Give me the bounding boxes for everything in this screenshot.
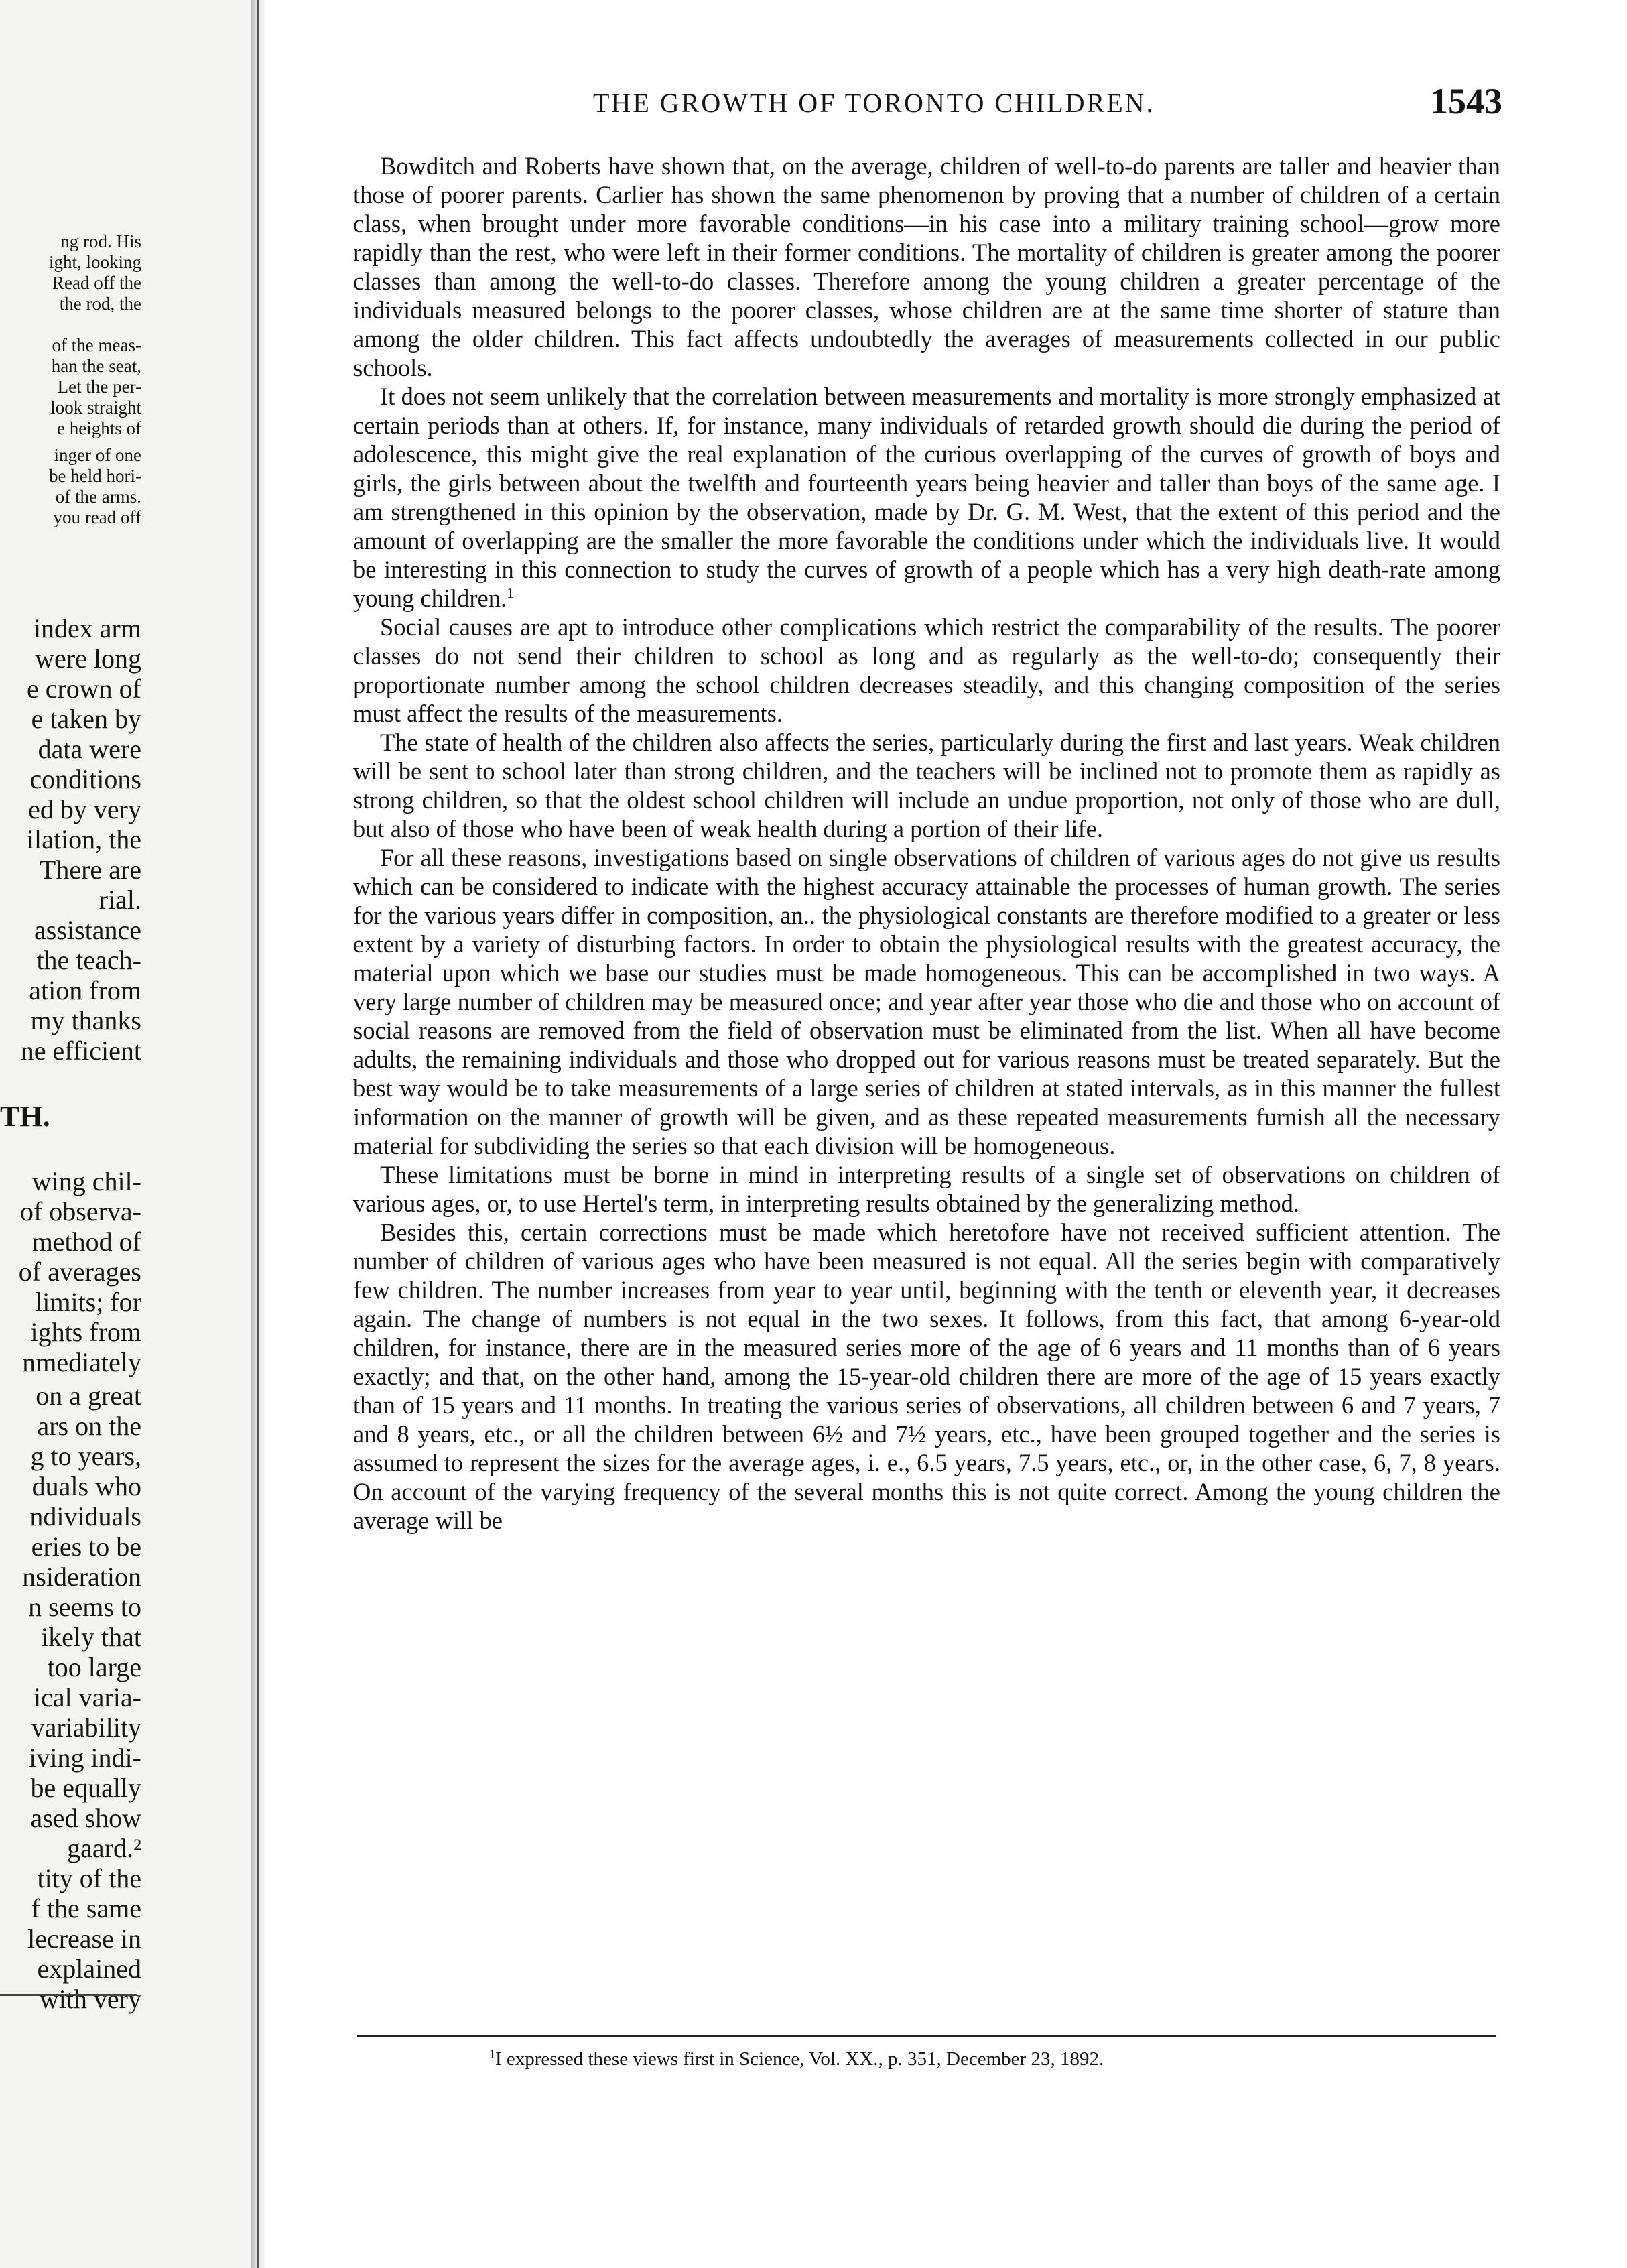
left-fragment-line: of averages bbox=[18, 1257, 141, 1287]
left-fragment-line: variability bbox=[31, 1712, 141, 1743]
left-fragment-line: be equally bbox=[30, 1773, 141, 1803]
left-fragment-line: too large bbox=[47, 1652, 141, 1682]
left-fragment-line: lecrease in bbox=[27, 1924, 141, 1954]
left-fragment-line: e crown of bbox=[26, 674, 141, 704]
left-footnote-rule bbox=[0, 1994, 137, 1996]
article-body bbox=[353, 151, 1500, 1535]
left-fragment-line: explained bbox=[37, 1954, 141, 1984]
left-fragment-line: of the meas- bbox=[52, 335, 141, 355]
left-fragment-line: ical varia- bbox=[34, 1682, 141, 1712]
left-fragment-line: gaard.² bbox=[67, 1833, 141, 1863]
left-fragment-line: ight, looking bbox=[48, 252, 141, 272]
gutter-edge bbox=[257, 0, 259, 2268]
left-fragment-line: ars on the bbox=[37, 1411, 141, 1441]
left-fragment-line: nmediately bbox=[22, 1347, 141, 1377]
left-fragment-line: ights from bbox=[30, 1317, 141, 1347]
left-fragment-line: iving indi- bbox=[29, 1743, 141, 1773]
left-fragment-line: There are bbox=[39, 855, 141, 885]
left-fragment-line: e heights of bbox=[57, 418, 141, 438]
left-fragment-group-2 bbox=[50, 335, 141, 439]
footnote-rule bbox=[357, 2035, 1496, 2037]
left-section-heading: TH. bbox=[0, 1100, 50, 1133]
left-fragment-line: e taken by bbox=[31, 704, 141, 734]
footnote-text: I expressed these views first in Science, Vol. XX., p. 351, December 23, 1892. bbox=[495, 2048, 1104, 2070]
left-fragment-line: nsideration bbox=[22, 1562, 141, 1592]
left-fragment-line: index arm bbox=[33, 613, 141, 643]
left-fragment-line: wing chil- bbox=[31, 1166, 141, 1196]
left-fragment-line: the rod, the bbox=[59, 294, 141, 314]
left-fragment-line: han the seat, bbox=[51, 356, 141, 376]
left-fragment-line: ation from bbox=[29, 975, 141, 1005]
left-fragment-line: tity of the bbox=[37, 1863, 141, 1893]
left-fragment-line: inger of one bbox=[54, 445, 141, 465]
left-fragment-line: ilation, the bbox=[26, 824, 141, 855]
left-fragment-line: with very bbox=[39, 1984, 141, 2014]
left-fragment-line: data were bbox=[38, 734, 141, 764]
page-header bbox=[355, 80, 1502, 127]
paragraph: Social causes are apt to introduce other complications which restrict the comparability of the results. The poorer classes do not send their children to school as long and as regularly as the well-to-do; consequently their proportionate number among the school children decreases steadily, and this changing composition of the series must affect the results of the measurements. bbox=[353, 613, 1500, 727]
page-number: 1543 bbox=[1430, 81, 1502, 121]
left-fragment-line: g to years, bbox=[30, 1441, 141, 1471]
left-fragment-group-5 bbox=[19, 1166, 141, 1377]
paragraph: Bowditch and Roberts have shown that, on the average, children of well-to-do parents are taller and heavier than those of poorer parents. Carlier has shown the same phenomenon by proving that a number of children of a certain class, when brought under more favorable conditions—in his case into a military training school—grow more rapidly than the rest, who were left in their former conditions. The mortality of children is greater among the poorer classes than among the well-to-do classes. Therefore among the young children a greater percentage of the individuals measured belongs to the poorer classes, whose children are at the same time shorter of stature than among the older children. This fact affects undoubtedly the averages of measurements collected in our public schools. bbox=[353, 152, 1500, 381]
left-fragment-line: look straight bbox=[50, 397, 141, 418]
left-fragment-group-3 bbox=[49, 445, 141, 528]
left-fragment-line: be held hori- bbox=[49, 466, 141, 486]
paragraph-text: It does not seem unlikely that the correlation between measurements and mortality is more strongly emphasized at certain periods than at others. If, for instance, many individuals of retarded growth should die during the period of adolescence, this might give the real explanation of the curious overlapping of the curves of growth of boys and girls, the girls between about the twelfth and fourteenth years being heavier and taller than boys of the same age. I am strengthened in this opinion by the observation, made by Dr. G. M. West, that the extent of this period and the amount of overlapping are the smaller the more favorable the conditions under which the individuals live. It would be interesting in this connection to study the curves of growth of a people which has a very high death-rate among young children. bbox=[353, 383, 1500, 612]
left-fragment-line: were long bbox=[35, 643, 141, 674]
left-fragment-line: limits; for bbox=[35, 1287, 141, 1317]
left-fragment-line: f the same bbox=[31, 1893, 141, 1924]
left-fragment-line: eries to be bbox=[31, 1531, 141, 1562]
left-fragment-line: ndividuals bbox=[29, 1501, 141, 1531]
left-fragment-line: on a great bbox=[36, 1381, 141, 1411]
left-fragment-group-4 bbox=[21, 613, 141, 1066]
left-fragment-line: ng rod. His bbox=[60, 231, 141, 251]
left-fragment-line: ed by very bbox=[28, 794, 141, 824]
left-fragment-line: my thanks bbox=[30, 1005, 141, 1035]
left-fragment-line: ased show bbox=[30, 1803, 141, 1833]
footnote bbox=[0, 2048, 1627, 2070]
paragraph bbox=[353, 382, 1500, 613]
left-fragment-line: of observa- bbox=[19, 1196, 141, 1226]
paragraph: For all these reasons, investigations based on single observations of children of various ages do not give us results which can be considered to indicate with the highest accuracy attainable the processes of human growth. The series for the various years differ in composition, an.. the physiological constants are therefore modified to a greater or less extent by a variety of disturbing factors. In order to obtain the physiological results with the greatest accuracy, the material upon which we base our studies must be made homogeneous. This can be accomplished in two ways. A very large number of children may be measured once; and year after year those who die and those who on account of social reasons are removed from the field of observation must be eliminated from the list. When all have become adults, the remaining individuals and those who dropped out for various reasons must be treated separately. But the best way would be to take measurements of a large series of children at stated intervals, as in this manner the fullest information on the manner of growth will be given, and as these repeated measurements furnish all the necessary material for subdividing the series so that each division will be homogeneous. bbox=[353, 844, 1500, 1159]
left-fragment-line: conditions bbox=[29, 764, 141, 794]
left-fragment-line: ikely that bbox=[41, 1622, 141, 1652]
left-fragment-line: rial. bbox=[99, 885, 141, 915]
left-fragment-line: you read off bbox=[53, 507, 141, 527]
left-fragment-line: of the arms. bbox=[55, 487, 141, 507]
left-fragment-line: duals who bbox=[31, 1471, 141, 1501]
left-page-fragment bbox=[0, 0, 251, 2268]
left-fragment-line: the teach- bbox=[36, 945, 141, 975]
paragraph: The state of health of the children also affects the series, particularly during the first and last years. Weak children will be sent to school later than strong children, and the teachers will be inclined not to promote them as rapidly as strong children, so that the oldest school children will include an undue proportion, not only of those who are dull, but also of those who have been of weak health during a portion of their life. bbox=[353, 729, 1500, 842]
paragraph: These limitations must be borne in mind in interpreting results of a single set of observations on children of various ages, or, to use Hertel's term, in interpreting results obtained by the generalizing method. bbox=[353, 1161, 1500, 1217]
left-fragment-group-6 bbox=[22, 1381, 141, 2014]
left-fragment-line: Let the per- bbox=[57, 377, 141, 397]
left-fragment-group-1 bbox=[49, 231, 141, 314]
paragraph: Besides this, certain corrections must be made which heretofore have not received sufficient attention. The number of children of various ages who have been measured is not equal. All the series begin with comparatively few children. The number increases from year to year until, beginning with the tenth or eleventh year, it decreases again. The change of numbers is not equal in the two sexes. It follows, from this fact, that among 6-year-old children, for instance, there are in the measured series more of the age of 6 years and 11 months than of 6 years exactly; and that, on the other hand, among the 15-year-old children there are more of the age of 15 years exactly than of 15 years and 11 months. In treating the various series of observations, all children between 6 and 7 years, 7 and 8 years, etc., or all the children between 6½ and 7½ years, etc., have been grouped together and the series is assumed to represent the sizes for the average ages, i. e., 6.5 years, 7.5 years, etc., or, in the other case, 6, 7, 8 years. On account of the varying frequency of the several months this is not quite correct. Among the young children the average will be bbox=[353, 1218, 1500, 1534]
left-fragment-line: assistance bbox=[34, 915, 141, 945]
left-fragment-line: ne efficient bbox=[20, 1035, 141, 1066]
running-title: THE GROWTH OF TORONTO CHILDREN. bbox=[593, 88, 1155, 118]
left-fragment-line: n seems to bbox=[28, 1592, 141, 1622]
footnote-marker: 1 bbox=[489, 2047, 495, 2061]
left-fragment-line: method of bbox=[31, 1226, 141, 1257]
left-fragment-line: Read off the bbox=[52, 273, 141, 293]
footnote-reference: 1 bbox=[507, 584, 515, 601]
